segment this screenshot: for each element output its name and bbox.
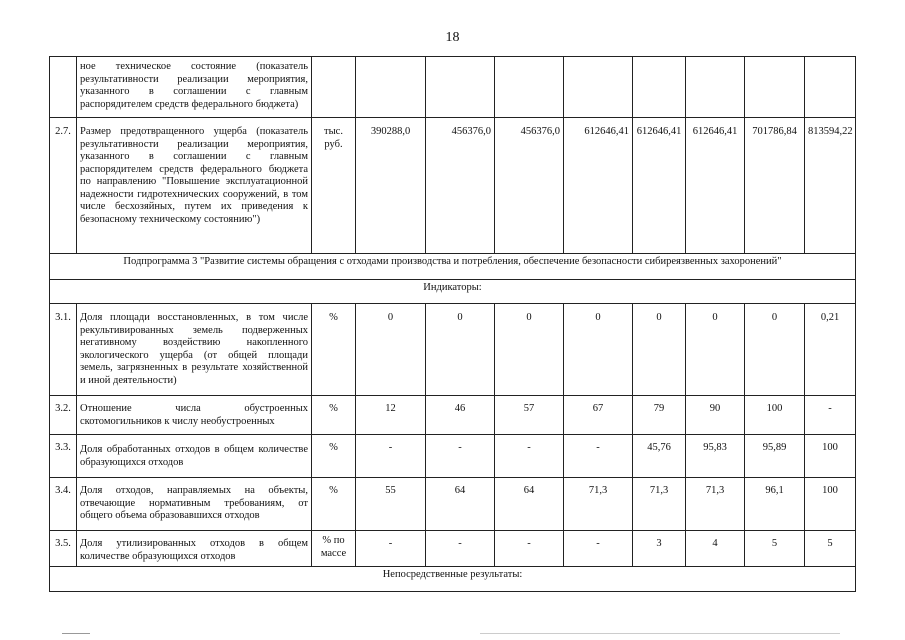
row-value: 612646,41 [686, 118, 745, 254]
table-row [50, 567, 856, 592]
row-value: - [564, 435, 633, 478]
row-value: 71,3 [686, 478, 745, 531]
row-value: - [495, 435, 564, 478]
scan-edge-marks [0, 633, 905, 636]
row-value: - [356, 435, 426, 478]
row-value: - [426, 435, 495, 478]
row-value: 12 [356, 396, 426, 435]
row-value: 456376,0 [495, 118, 564, 254]
row-value: 0 [686, 304, 745, 396]
row-unit: тыс. руб. [312, 118, 356, 254]
row-value [805, 57, 856, 118]
row-value: 0 [426, 304, 495, 396]
row-value: 5 [745, 531, 805, 567]
table-row [50, 304, 856, 396]
row-value: 64 [495, 478, 564, 531]
row-description: Размер предотвращенного ущерба (показатель результативности реализации мероприятия, указанного в соглашении с главным распорядителем средств федерального бюджета по направлению "Повышение эксплуатационной надежности гидротехнических сооружений, в том числе бесхозяйных, путем их приведения к безопасному техническому состоянию") [77, 118, 312, 254]
table-row [50, 531, 856, 567]
table-row [50, 254, 856, 280]
table-row [50, 280, 856, 304]
row-value: 813594,22 [805, 118, 856, 254]
row-number: 3.1. [50, 304, 77, 396]
table-row [50, 396, 856, 435]
row-value: - [805, 396, 856, 435]
row-unit: % по массе [312, 531, 356, 567]
row-value: 390288,0 [356, 118, 426, 254]
row-value: 90 [686, 396, 745, 435]
indicators-table [49, 56, 856, 592]
row-number: 2.7. [50, 118, 77, 254]
row-description: ное техническое состояние (показатель результативности реализации мероприятия, указанного в соглашении с главным распорядителем средств федерального бюджета) [77, 57, 312, 118]
row-value: 456376,0 [426, 118, 495, 254]
row-value: - [495, 531, 564, 567]
row-value: 0 [495, 304, 564, 396]
row-value [356, 57, 426, 118]
row-value: 45,76 [633, 435, 686, 478]
row-value: 96,1 [745, 478, 805, 531]
page-number: 18 [445, 30, 460, 45]
row-value: - [426, 531, 495, 567]
row-value: 100 [805, 435, 856, 478]
table-row [50, 57, 856, 118]
row-number: 3.3. [50, 435, 77, 478]
row-value: 612646,41 [633, 118, 686, 254]
row-value: - [564, 531, 633, 567]
row-value: 0 [356, 304, 426, 396]
row-description: Доля площади восстановленных, в том числе рекультивированных земель подверженных негативному воздействию накопленного экологического ущерба (от общей площади земель, загрязненных в результате хозяйственной и иной деятельности) [77, 304, 312, 396]
table-row [50, 435, 856, 478]
row-value: 3 [633, 531, 686, 567]
row-value: 46 [426, 396, 495, 435]
row-description: Отношение числа обустроенных скотомогильников к числу необустроенных [77, 396, 312, 435]
row-description: Доля отходов, направляемых на объекты, отвечающие нормативным требованиям, от общего объема образовавшихся отходов [77, 478, 312, 531]
table-row [50, 478, 856, 531]
row-value [686, 57, 745, 118]
row-value: 95,83 [686, 435, 745, 478]
row-value: 0,21 [805, 304, 856, 396]
row-value: 67 [564, 396, 633, 435]
row-value: 100 [745, 396, 805, 435]
row-number: 3.2. [50, 396, 77, 435]
row-value: 612646,41 [564, 118, 633, 254]
row-description: Доля утилизированных отходов в общем количестве образующихся отходов [77, 531, 312, 567]
row-value [426, 57, 495, 118]
section-heading-indicators: Индикаторы: [50, 280, 856, 304]
row-value: 0 [745, 304, 805, 396]
subprogram-heading: Подпрограмма 3 "Развитие системы обращения с отходами производства и потребления, обеспечение безопасности сибиреязвенных захоронений" [50, 254, 856, 280]
row-value: 100 [805, 478, 856, 531]
row-value: - [356, 531, 426, 567]
row-value: 5 [805, 531, 856, 567]
row-unit [312, 57, 356, 118]
row-unit: % [312, 396, 356, 435]
row-unit: % [312, 435, 356, 478]
row-value [633, 57, 686, 118]
row-value: 57 [495, 396, 564, 435]
row-value: 71,3 [564, 478, 633, 531]
row-value: 0 [564, 304, 633, 396]
row-value: 95,89 [745, 435, 805, 478]
row-value [495, 57, 564, 118]
row-value [564, 57, 633, 118]
row-value: 64 [426, 478, 495, 531]
row-number: 3.4. [50, 478, 77, 531]
row-number: 3.5. [50, 531, 77, 567]
row-value: 4 [686, 531, 745, 567]
row-value: 0 [633, 304, 686, 396]
row-value: 55 [356, 478, 426, 531]
row-value: 71,3 [633, 478, 686, 531]
row-value: 79 [633, 396, 686, 435]
section-heading-direct-results: Непосредственные результаты: [50, 567, 856, 592]
row-unit: % [312, 304, 356, 396]
scan-mark [480, 633, 840, 634]
row-value [745, 57, 805, 118]
scan-mark [62, 633, 90, 634]
row-description: Доля обработанных отходов в общем количестве образующихся отходов [77, 435, 312, 478]
row-unit: % [312, 478, 356, 531]
row-number [50, 57, 77, 118]
row-value: 701786,84 [745, 118, 805, 254]
table-row [50, 118, 856, 254]
